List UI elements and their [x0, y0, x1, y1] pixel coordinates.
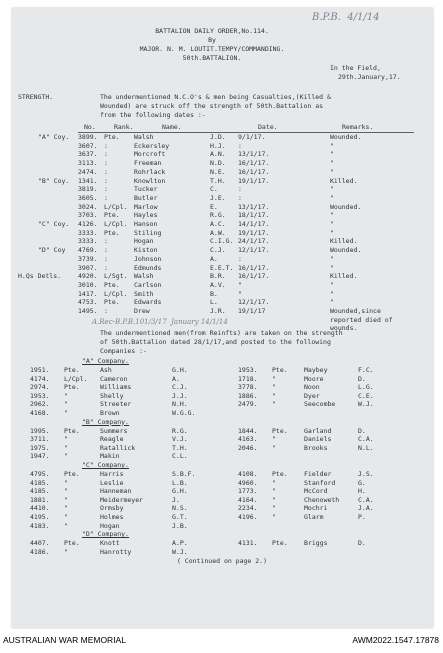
casualty-initials: L. [210, 298, 218, 307]
reinforcement-entry-left: 1881. [30, 495, 50, 504]
casualty-initials: N.E. [210, 167, 226, 176]
reinforcement-entry-left: 1951. [30, 366, 50, 374]
casualty-number: 3607. [78, 141, 98, 150]
casualty-number: 4753. [78, 298, 98, 307]
reinforcement-entry-right: Chenoweth [304, 495, 340, 504]
reinforcement-entry-right: C.A. [358, 495, 374, 504]
reinforcement-entry-right: 4196. [238, 513, 258, 521]
reinforcement-entry-right: W.J. [358, 400, 374, 409]
casualty-rank: : [104, 185, 108, 194]
reinforcement-entry-right: 2479. [238, 400, 258, 409]
reinforcement-entry-right: " [272, 435, 276, 444]
reinforcement-entry-right: " [272, 443, 276, 452]
commanding-officer: MAJOR. N. M. LOUTIT.TEMPY/COMMANDING. [139, 45, 285, 53]
casualty-initials: E.E.T. [210, 263, 234, 272]
strength-intro-line: Wounded) are struck off the strength of 50th.Battalion as [100, 102, 324, 110]
casualty-number: 3739. [78, 254, 98, 263]
casualty-remark: Wounded. [330, 133, 362, 141]
casualty-name: Hogan [134, 237, 154, 246]
strength-intro-line: The undermentioned N.C.O's & men being Casualties,(Killed & [100, 93, 331, 101]
reinforcement-entry-right: 2046. [238, 443, 258, 452]
column-header: Name. [162, 123, 182, 131]
reinforcement-entry-right: Mochri [304, 504, 328, 513]
reinforcement-entry-left: 2962. [30, 400, 50, 409]
section-label-strength: STRENGTH. [18, 93, 54, 101]
reinforcement-entry-left: Pte. [64, 426, 80, 435]
footer-accession: AWM2022.1547.17878 [352, 635, 439, 645]
reinforcement-entry-right: 1773. [238, 487, 258, 496]
casualty-name: Stiling [134, 228, 162, 237]
document-page [12, 8, 433, 628]
reinforcement-entry-right: F.C. [358, 366, 374, 374]
reinforcement-entry-right: P. [358, 513, 366, 521]
reinforcement-entry-left: 4407. [30, 539, 50, 548]
casualty-date: : [238, 185, 242, 194]
casualty-name: Walsh [134, 272, 154, 281]
order-by-line: By [208, 36, 216, 44]
casualty-remark: " [330, 141, 334, 150]
reinforcement-entry-left: Holmes [100, 513, 124, 521]
casualty-number: 4920. [78, 272, 98, 281]
reinforcement-entry-left: G.T. [172, 513, 188, 521]
casualty-date: 16/1/17. [238, 167, 270, 176]
reinforcement-entry-left: Pte. [64, 383, 80, 392]
casualty-rank: : [104, 159, 108, 168]
order-date: 29th.January,17. [338, 73, 401, 81]
casualty-number: 4126. [78, 220, 98, 228]
casualty-date: 13/1/17. [238, 150, 270, 159]
casualty-remark: Killed. [330, 176, 358, 185]
reinforcement-entry-right: 1886. [238, 391, 258, 400]
casualty-number: 3637. [78, 150, 98, 159]
reinforcement-intro-line: Companies :- [100, 347, 147, 355]
casualty-initials: R.G. [210, 211, 226, 220]
casualty-date: 13/1/17. [238, 202, 270, 211]
reinforcement-entry-right: N.L. [358, 443, 374, 452]
reinforcement-entry-left: J. [172, 495, 180, 504]
reinforcement-entry-right: Moore [304, 374, 324, 383]
reinforcement-entry-right: Daniels [304, 435, 332, 444]
reinforcement-entry-left: 4410. [30, 504, 50, 513]
casualty-company: "B" Coy. [38, 176, 70, 185]
casualty-rank: : [104, 193, 108, 202]
casualty-remark: " [330, 150, 334, 159]
casualty-initials: A. [210, 254, 218, 263]
casualty-initials: J.E. [210, 193, 226, 202]
casualty-name: Hayles [134, 211, 158, 220]
casualty-rank: : [104, 254, 108, 263]
reinforcement-entry-right: Fielder [304, 470, 332, 478]
company-heading: "A" Company. [82, 357, 129, 365]
casualty-initials: N.D. [210, 159, 226, 168]
casualty-rank: L/Cpl. [104, 220, 128, 228]
casualty-name: Edmunds [134, 263, 162, 272]
casualty-company: H.Qs Detls. [18, 272, 62, 281]
handwritten-record-note: A.Rec-B.P.B.101/3/17 January 14/1/14 [92, 318, 228, 326]
reinforcement-entry-right: " [272, 495, 276, 504]
reinforcement-intro-line: of 50th.Battalion dated 28/1/17,and posted to the following [100, 338, 331, 346]
reinforcement-entry-left: 4185. [30, 478, 50, 487]
casualty-rank: : [104, 246, 108, 255]
casualty-remark: " [330, 280, 334, 289]
casualty-rank: L/Sgt. [104, 272, 128, 281]
casualty-rank: L/Cpl. [104, 202, 128, 211]
casualty-remark: " [330, 159, 334, 168]
reinforcement-entry-right: Briggs [304, 539, 328, 548]
casualty-remark: " [330, 220, 334, 228]
reinforcement-entry-left: Cameron [100, 374, 128, 383]
reinforcement-entry-left: W.G.G. [172, 409, 196, 417]
reinforcement-entry-right: " [272, 478, 276, 487]
casualty-company: "C" Coy. [38, 220, 70, 228]
casualty-date: 16/1/17. [238, 263, 270, 272]
reinforcement-entry-left: 4195. [30, 513, 50, 521]
reinforcement-entry-left: 1995. [30, 426, 50, 435]
reinforcement-entry-right: D. [358, 539, 366, 548]
casualty-initials: E. [210, 202, 218, 211]
casualty-name: Tucker [134, 185, 158, 194]
column-header: Date. [258, 123, 278, 131]
casualty-date: 18/1/17. [238, 211, 270, 220]
reinforcement-entry-right: 4131. [238, 539, 258, 548]
reinforcement-entry-right: " [272, 383, 276, 392]
reinforcement-entry-left: Shelly [100, 391, 124, 400]
reinforcement-entry-left: Ormsby [100, 504, 124, 513]
reinforcement-entry-right: " [272, 504, 276, 513]
reinforcement-entry-right: Seecombe [304, 400, 336, 409]
casualty-number: 1417. [78, 289, 98, 298]
casualty-rank: : [104, 167, 108, 176]
casualty-number: 3024. [78, 202, 98, 211]
casualty-initials: C.I.G. [210, 237, 234, 246]
reinforcement-entry-left: 4174. [30, 374, 50, 383]
reinforcement-entry-right: C.A. [358, 435, 374, 444]
casualty-name: Freeman [134, 159, 162, 168]
reinforcement-entry-left: " [64, 391, 68, 400]
casualty-date: : [238, 254, 242, 263]
casualty-remark-continued: wounds. [330, 323, 358, 332]
reinforcement-entry-left: 1947. [30, 452, 50, 461]
reinforcement-entry-left: Hogan [100, 521, 120, 530]
reinforcement-entry-left: Hanrotty [100, 547, 132, 556]
casualty-initials: A.V. [210, 280, 226, 289]
reinforcement-entry-right: Noon [304, 383, 320, 392]
reinforcement-entry-left: " [64, 504, 68, 513]
reinforcement-entry-left: 4168. [30, 409, 50, 417]
footer-bar [0, 629, 443, 653]
reinforcement-entry-left: J.B. [172, 521, 188, 530]
casualty-date: 16/1/17. [238, 159, 270, 168]
casualty-name: Edwards [134, 298, 162, 307]
reinforcement-entry-left: Williams [100, 383, 132, 392]
casualty-number: 1341. [78, 176, 98, 185]
reinforcement-entry-right: 4163. [238, 435, 258, 444]
casualty-name: Johnson [134, 254, 162, 263]
reinforcement-entry-right: C.E. [358, 391, 374, 400]
reinforcement-entry-right: " [272, 513, 276, 521]
casualty-initials: H.J. [210, 141, 226, 150]
casualty-name: Kiston [134, 246, 158, 255]
casualty-date: " [238, 289, 242, 298]
reinforcement-entry-left: Ash [100, 366, 112, 374]
reinforcement-entry-left: V.J. [172, 435, 188, 444]
reinforcement-entry-left: S.B.F. [172, 470, 196, 478]
reinforcement-intro-line: The undermentioned men(from Reinfts) are taken on the strength [100, 329, 343, 337]
casualty-name: Eckersley [134, 141, 170, 150]
casualty-name: Marlow [134, 202, 158, 211]
reinforcement-entry-left: Summers [100, 426, 128, 435]
casualty-initials: C.J. [210, 246, 226, 255]
company-heading: "C" Company. [82, 461, 129, 469]
reinforcement-entry-right: J.A. [358, 504, 374, 513]
reinforcement-entry-left: Knott [100, 539, 120, 548]
reinforcement-entry-left: N.S. [172, 504, 188, 513]
casualty-rank: Pte. [104, 298, 120, 307]
casualty-company: "D" Coy [38, 246, 66, 255]
reinforcement-entry-left: T.H. [172, 443, 188, 452]
reinforcement-entry-left: Pte. [64, 539, 80, 548]
reinforcement-entry-right: " [272, 374, 276, 383]
casualty-name: Butler [134, 193, 158, 202]
reinforcement-entry-right: D. [358, 426, 366, 435]
reinforcement-entry-left: 1953. [30, 391, 50, 400]
casualty-initials: C. [210, 185, 218, 194]
casualty-number: 1495. [78, 307, 98, 315]
casualty-initials: A.C. [210, 220, 226, 228]
column-header: Rank. [114, 123, 134, 131]
casualty-number: 4769. [78, 246, 98, 255]
casualty-name: Hanson [134, 220, 158, 228]
reinforcement-entry-left: " [64, 435, 68, 444]
reinforcement-entry-left: L/Cpl. [64, 374, 88, 383]
reinforcement-entry-right: D. [358, 374, 366, 383]
reinforcement-entry-right: 4108. [238, 470, 258, 478]
casualty-date: 19/1/17. [238, 228, 270, 237]
reinforcement-entry-left: Brown [100, 409, 120, 417]
casualty-name: Rohrlack [134, 167, 166, 176]
reinforcement-entry-left: " [64, 452, 68, 461]
reinforcement-entry-left: " [64, 513, 68, 521]
reinforcement-entry-right: Pte. [272, 539, 288, 548]
reinforcement-entry-left: 4185. [30, 487, 50, 496]
casualty-remark: " [330, 289, 334, 298]
casualty-remark-continued: reported died of [330, 315, 393, 324]
casualty-date: 9/1/17. [238, 133, 266, 141]
reinforcement-entry-right: Dyer [304, 391, 320, 400]
reinforcement-entry-right: H. [358, 487, 366, 496]
casualty-rank: : [104, 150, 108, 159]
casualty-number: 3907. [78, 263, 98, 272]
casualty-number: 3605. [78, 193, 98, 202]
casualty-rank: Pte. [104, 280, 120, 289]
company-heading: "D" Company. [82, 530, 129, 539]
casualty-remark: " [330, 298, 334, 307]
reinforcement-entry-left: L.B. [172, 478, 188, 487]
casualty-number: 3819. [78, 185, 98, 194]
reinforcement-entry-left: " [64, 409, 68, 417]
casualty-number: 3333. [78, 237, 98, 246]
casualty-date: 12/1/17. [238, 246, 270, 255]
reinforcement-entry-left: 4186. [30, 547, 50, 556]
casualty-name: Smith [134, 289, 154, 298]
casualty-rank: Pte. [104, 211, 120, 220]
casualty-rank: Pte. [104, 133, 120, 141]
casualty-rank: : [104, 237, 108, 246]
casualty-remark: Killed. [330, 237, 358, 246]
casualty-initials: B.R. [210, 272, 226, 281]
casualty-number: 3703. [78, 211, 98, 220]
reinforcement-entry-left: J.J. [172, 391, 188, 400]
reinforcement-entry-left: Pte. [64, 366, 80, 374]
casualty-date: 19/1/17 [238, 307, 266, 315]
reinforcement-entry-left: Meidermeyer [100, 495, 144, 504]
reinforcement-entry-left: C.L. [172, 452, 188, 461]
reinforcement-entry-left: Reagle [100, 435, 124, 444]
reinforcement-entry-left: Harris [100, 470, 124, 478]
reinforcement-entry-right: 4960. [238, 478, 258, 487]
company-heading: "B" Company. [82, 417, 129, 426]
casualty-remark: " [330, 211, 334, 220]
reinforcement-entry-right: Glarm [304, 513, 324, 521]
reinforcement-entry-left: " [64, 495, 68, 504]
casualty-remark: " [330, 228, 334, 237]
casualty-name: Drew [134, 307, 150, 315]
reinforcement-entry-right: G. [358, 478, 366, 487]
casualty-remark: " [330, 254, 334, 263]
casualty-remark: Killed. [330, 272, 358, 281]
casualty-date: 19/1/17. [238, 176, 270, 185]
reinforcement-entry-left: Ratallick [100, 443, 136, 452]
casualty-initials: A.N. [210, 150, 226, 159]
reinforcement-entry-right: 1953. [238, 366, 258, 374]
reinforcement-entry-left: Leslie [100, 478, 124, 487]
casualty-remark: " [330, 185, 334, 194]
reinforcement-entry-left: " [64, 478, 68, 487]
strength-intro-line: from the following dates :- [100, 111, 206, 119]
reinforcement-entry-right: Brooks [304, 443, 328, 452]
reinforcement-entry-right: 1718. [238, 374, 258, 383]
reinforcement-entry-left: G.H. [172, 366, 188, 374]
casualty-date: 14/1/17. [238, 220, 270, 228]
casualty-number: 3010. [78, 280, 98, 289]
reinforcement-entry-left: " [64, 521, 68, 530]
reinforcement-entry-left: C.J. [172, 383, 188, 392]
casualty-rank: : [104, 263, 108, 272]
casualty-number: 3333. [78, 228, 98, 237]
casualty-initials: A.W. [210, 228, 226, 237]
reinforcement-entry-left: Pte. [64, 470, 80, 478]
reinforcement-entry-left: Streeter [100, 400, 132, 409]
reinforcement-entry-left: 3711. [30, 435, 50, 444]
casualty-remark: " [330, 167, 334, 176]
casualty-number: 3899. [78, 133, 98, 141]
casualty-rank: : [104, 307, 108, 315]
casualty-initials: J.D. [210, 133, 226, 141]
casualty-remark: Wounded. [330, 246, 362, 255]
reinforcement-entry-left: R.G. [172, 426, 188, 435]
casualty-date: 12/1/17. [238, 298, 270, 307]
column-header: No. [84, 123, 96, 131]
reinforcement-entry-left: A. [172, 374, 180, 383]
reinforcement-entry-left: 1975. [30, 443, 50, 452]
casualty-name: Walsh [134, 133, 154, 141]
casualty-rank: : [104, 176, 108, 185]
reinforcement-entry-left: 4183. [30, 521, 50, 530]
casualty-company: "A" Coy. [38, 133, 70, 141]
reinforcement-entry-right: 4164. [238, 495, 258, 504]
reinforcement-entry-right: McCord [304, 487, 328, 496]
reinforcement-entry-right: L.G. [358, 383, 374, 392]
battalion-name: 50th.BATTALION. [182, 54, 242, 62]
reinforcement-entry-right: Pte. [272, 426, 288, 435]
casualty-date: " [238, 280, 242, 289]
reinforcement-entry-left: 4795. [30, 470, 50, 478]
reinforcement-entry-left: Makin [100, 452, 120, 461]
continued-note: ( Continued on page 2.) [176, 557, 267, 565]
reinforcement-entry-left: G.H. [172, 487, 188, 496]
casualty-date: 24/1/17. [238, 237, 270, 246]
reinforcement-entry-right: " [272, 391, 276, 400]
reinforcement-entry-left: " [64, 547, 68, 556]
column-header: Remarks. [342, 123, 374, 131]
reinforcement-entry-right: Pte. [272, 470, 288, 478]
reinforcement-entry-left: A.P. [172, 539, 188, 548]
casualty-initials: B. [210, 289, 218, 298]
reinforcement-entry-right: J.S. [358, 470, 374, 478]
reinforcement-entry-left: N.H. [172, 400, 188, 409]
casualty-name: Knowlton [134, 176, 166, 185]
casualty-remark: Wounded,since [330, 307, 381, 315]
casualty-initials: T.H. [210, 176, 226, 185]
reinforcement-entry-right: Maybey [304, 366, 328, 374]
reinforcement-entry-right: 3778. [238, 383, 258, 392]
reinforcement-entry-left: " [64, 443, 68, 452]
casualty-initials: J.R. [210, 307, 226, 315]
casualty-number: 3113. [78, 159, 98, 168]
reinforcement-entry-left: " [64, 400, 68, 409]
reinforcement-entry-left: " [64, 487, 68, 496]
reinforcement-entry-right: 2234. [238, 504, 258, 513]
footer-source: AUSTRALIAN WAR MEMORIAL [3, 635, 126, 645]
casualty-rank: L/Cpl. [104, 289, 128, 298]
reinforcement-entry-right: " [272, 400, 276, 409]
reinforcement-entry-right: 1844. [238, 426, 258, 435]
reinforcement-entry-right: Garland [304, 426, 332, 435]
reinforcement-entry-right: Pte. [272, 366, 288, 374]
casualty-remark: Wounded. [330, 202, 362, 211]
reinforcement-entry-right: Stanford [304, 478, 336, 487]
casualty-date: : [238, 141, 242, 150]
casualty-number: 2474. [78, 167, 98, 176]
casualty-name: Carlson [134, 280, 162, 289]
reinforcement-entry-right: " [272, 487, 276, 496]
casualty-rank: : [104, 141, 108, 150]
reinforcement-entry-left: W.J. [172, 547, 188, 556]
casualty-name: Morcroft [134, 150, 166, 159]
reinforcement-entry-left: Hanneman [100, 487, 132, 496]
order-title: BATTALION DAILY ORDER,No.114. [155, 27, 269, 35]
casualty-date: : [238, 193, 242, 202]
casualty-date: 16/1/17. [238, 272, 270, 281]
handwritten-reference-note: B.P.B. 4/1/14 [312, 12, 380, 23]
reinforcement-entry-left: 2974. [30, 383, 50, 392]
casualty-rank: Pte. [104, 228, 120, 237]
casualty-remark: " [330, 193, 334, 202]
casualty-remark: " [330, 263, 334, 272]
order-place: In the Field, [330, 64, 381, 72]
